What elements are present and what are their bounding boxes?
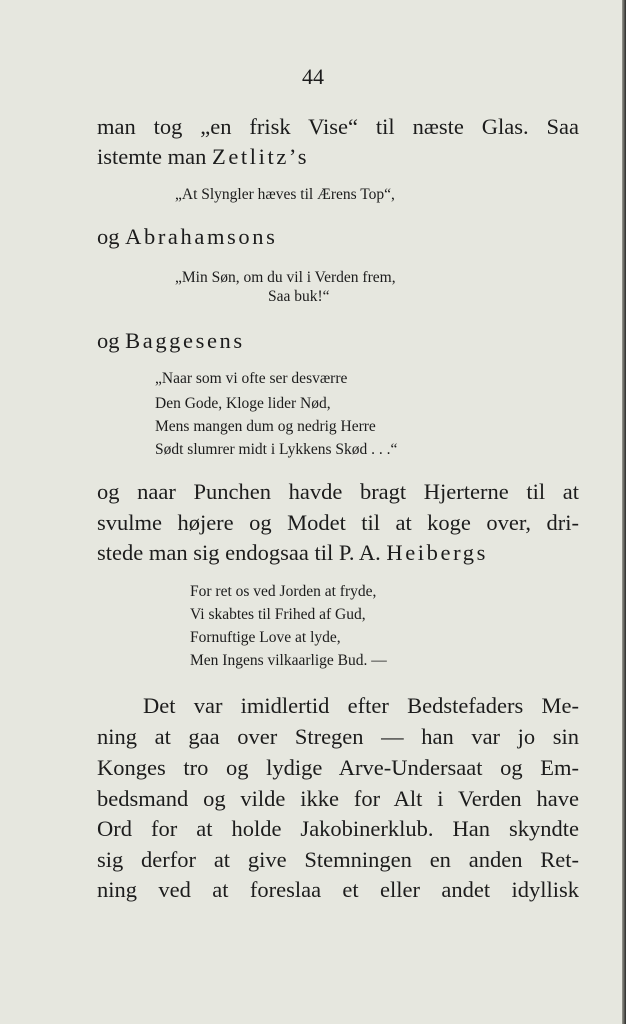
verse-line: „Naar som vi ofte ser desværre: [155, 370, 348, 387]
text-line: [97, 144, 579, 170]
verse-line: „Min Søn, om du vil i Verden frem,: [175, 269, 396, 286]
text-span: og: [97, 328, 126, 353]
verse-line: Den Gode, Kloge lider Nød,: [155, 395, 331, 412]
page-number: 44: [302, 64, 324, 89]
verse-line: Fornuftige Love at lyde,: [190, 629, 341, 646]
text-line: Ord for at holde Jakobinerklub. Han skyndte: [97, 816, 579, 841]
spaced-name: Zetlitz’s: [211, 144, 310, 169]
verse-line: Sødt slumrer midt i Lykkens Skød . . .“: [155, 441, 398, 458]
text-span: istemte man: [97, 144, 212, 169]
text-line: bedsmand og vilde ikke for Alt i Verden have: [97, 786, 579, 811]
verse-line: Mens mangen dum og nedrig Herre: [155, 418, 376, 435]
text-line: ning at gaa over Stregen — han var jo sin: [97, 724, 579, 749]
verse-line: „At Slyngler hæves til Ærens Top“,: [175, 186, 395, 203]
verse-line: Men Ingens vilkaarlige Bud. —: [190, 652, 387, 669]
text-line: [97, 540, 579, 566]
text-line: Det var imidlertid efter Bedstefaders Me-: [143, 693, 579, 718]
binding-edge: [622, 0, 626, 1024]
text-line: ning ved at foreslaa et eller andet idyllisk: [97, 877, 579, 902]
text-line: og naar Punchen havde bragt Hjerterne til at: [97, 479, 579, 504]
spaced-name: Heibergs: [386, 540, 488, 565]
text-line: svulme højere og Modet til at koge over, dri-: [97, 510, 579, 535]
verse-line: For ret os ved Jorden at fryde,: [190, 583, 377, 600]
text-line: Konges tro og lydige Arve-Undersaat og Em-: [97, 755, 579, 780]
spaced-name: Baggesens: [125, 328, 245, 353]
text-line: man tog „en frisk Vise“ til næste Glas. Saa: [97, 114, 579, 139]
verse-line: Vi skabtes til Frihed af Gud,: [190, 606, 366, 623]
text-line: [97, 328, 579, 354]
text-span: stede man sig endogsaa til P. A.: [97, 540, 387, 565]
text-line: [97, 224, 579, 250]
text-span: og: [97, 224, 126, 249]
spaced-name: Abrahamsons: [125, 224, 278, 249]
text-line: sig derfor at give Stemningen en anden Ret-: [97, 847, 579, 872]
verse-line: Saa buk!“: [268, 288, 330, 305]
